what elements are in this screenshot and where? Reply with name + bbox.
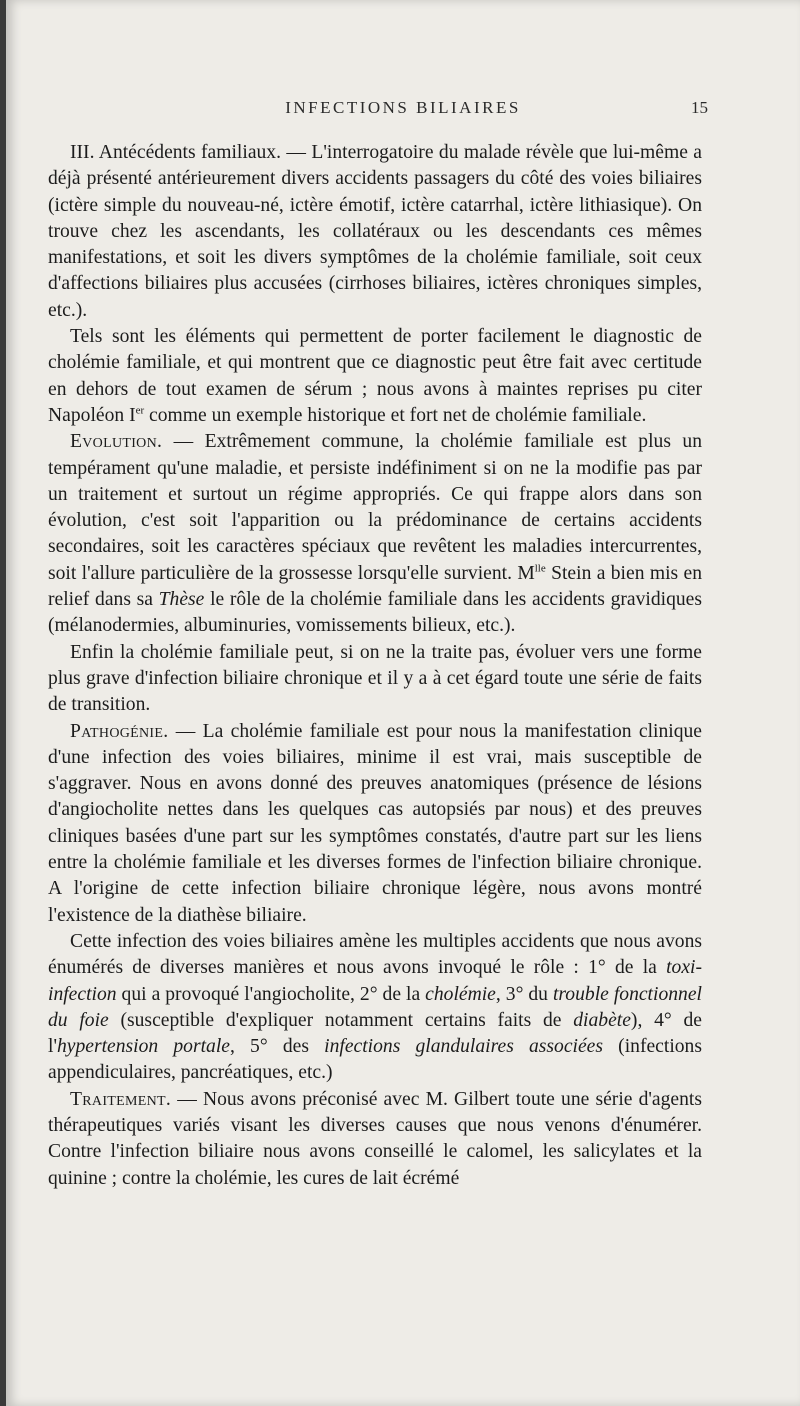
paragraph-evolution: [48, 429, 702, 639]
italic-text: hypertension portale: [56, 1036, 230, 1058]
section-heading-traitement: Traitement.: [70, 1088, 172, 1110]
paragraph-text: comme un exemple historique et fort net de cholémie familiale.: [144, 404, 647, 426]
paragraph-text: , 5° des: [229, 1036, 325, 1058]
superscript: lle: [534, 562, 546, 575]
paragraph-pathogenie: [48, 719, 702, 929]
page-number: 15: [691, 98, 708, 117]
paragraph-traitement: [48, 1087, 702, 1192]
body-text: [48, 140, 702, 1192]
paragraph-text: Enfin la cholémie familiale peut, si on ne la traite pas, évoluer vers une forme plus grave d'infection biliaire chronique et il y a à cet égard toute une série de faits de transition.: [48, 641, 702, 716]
paragraph-antecedents: [48, 140, 702, 324]
paragraph-text: — La cholémie familiale est pour nous la manifestation clinique d'une infection des voies biliaires, minime il est vrai, mais susceptible de s'aggraver. Nous en avons donné des preuves anatomiques (présence de lésions d'angiocholite nettes dans les quelques cas autopsiés par nous) et des preuves cliniques basées d'une part sur les symptômes constatés, d'autre part sur les liens entre la cholémie familiale et les diverses formes de l'infection biliaire chronique. A l'origine de cette infection biliaire chronique légère, nous avons montré l'existence de la diathèse biliaire.: [48, 720, 702, 926]
section-heading-antecedents: III. Antécédents familiaux.: [70, 142, 282, 163]
paragraph-diagnostic: [48, 324, 702, 429]
paragraph-accidents: [48, 929, 702, 1087]
paragraph-text: — L'interrogatoire du malade révèle que lui-même a déjà présenté antérieurement divers accidents passagers du côté des voies biliaires (ictère simple du nouveau-né, ictère émotif, ictère catarrhal, ictère lithiasique). On trouve chez les ascendants, les collatéraux ou les descendants ces mêmes manifestations, et soit les divers symptômes de la cholémie familiale, soit ceux d'affections biliaires plus accusées (cirrhoses biliaires, ictères chroniques simples, etc.).: [48, 142, 703, 321]
paragraph-text: (infections appendiculaires, pancréatiques, etc.): [48, 1036, 702, 1084]
paragraph-transition: [48, 640, 702, 719]
paragraph-text: — Extrêmement commune, la cholémie familiale est plus un tempérament qu'une maladie, et persiste indéfiniment si on ne la modifie pas par un traitement et surtout un régime appropriés. Ce qui frappe alors dans son évolution, c'est soit l'apparition ou la prédominance de certains accidents secondaires, soit les caractères spéciaux que revêtent les maladies intercurrentes, soit l'allure particulière de la grossesse lorsqu'elle survient. M: [48, 431, 702, 584]
paragraph-text: — Nous avons préconisé avec M. Gilbert toute une série d'agents thérapeutiques variés visant les diverses causes que nous venons d'énumérer. Contre l'infection biliaire nous avons conseillé le calomel, les salicylates et la quinine ; contre la cholémie, les cures de lait écrémé: [48, 1088, 702, 1189]
italic-text: diabète: [573, 1009, 631, 1031]
paragraph-text: , 3° du: [495, 983, 553, 1005]
paragraph-text: Tels sont les éléments qui permettent de porter facilement le diagnostic de cholémie familiale, et qui montrent que ce diagnostic peut être fait avec certitude en dehors de tout examen de sérum ; nous avons à maintes reprises pu citer Napoléon I: [48, 326, 702, 426]
page-header: [6, 98, 800, 128]
paragraph-text: qui a provoqué l'angiocholite, 2° de la: [116, 983, 426, 1005]
book-page: [6, 0, 800, 1406]
paragraph-text: Stein a bien mis en relief dans sa: [48, 562, 702, 611]
italic-text: trouble fonctionnel du foie: [48, 983, 702, 1031]
section-heading-pathogenie: Pathogénie.: [70, 720, 169, 742]
superscript: er: [135, 404, 145, 417]
italic-text: toxi-infection: [48, 957, 702, 1005]
italic-text: Thèse: [158, 589, 205, 611]
paragraph-text: (susceptible d'expliquer notamment certains faits de: [108, 1009, 574, 1031]
running-title: INFECTIONS BILIAIRES: [285, 98, 521, 117]
paragraph-text: ), 4° de l': [48, 1009, 702, 1058]
italic-text: infections glandulaires associées: [324, 1036, 604, 1058]
paragraph-text: le rôle de la cholémie familiale dans les accidents gravidiques (mélanodermies, albuminuries, vomissements bilieux, etc.).: [48, 589, 702, 637]
section-heading-evolution: Evolution.: [70, 431, 163, 453]
paragraph-text: Cette infection des voies biliaires amène les multiples accidents que nous avons énumérés de diverses manières et nous avons invoqué le rôle : 1° de la: [48, 930, 702, 979]
italic-text: cholémie: [425, 983, 496, 1005]
